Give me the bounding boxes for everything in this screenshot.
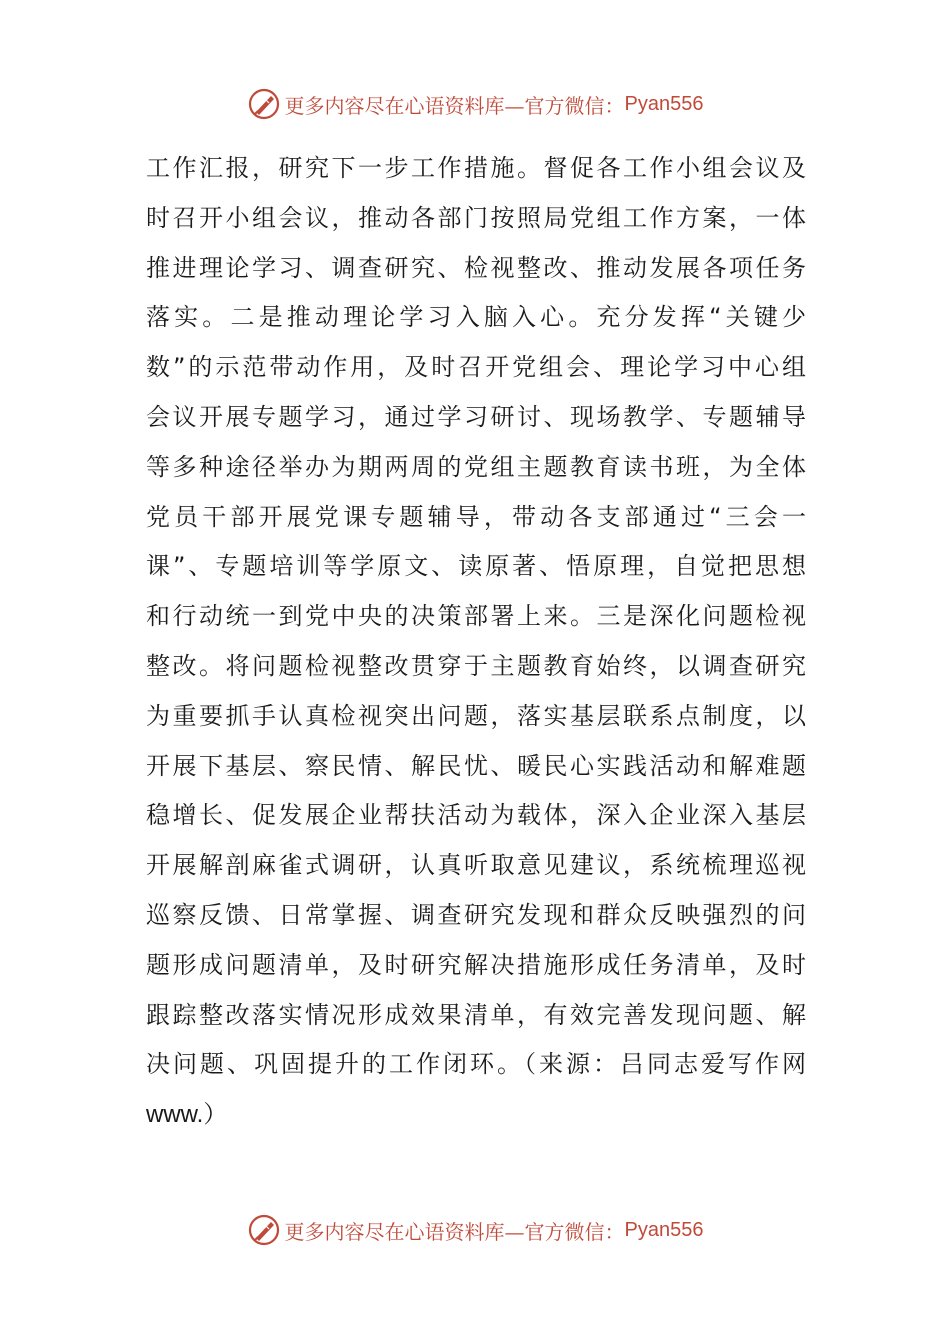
text-line: 为重要抓手认真检视突出问题，落实基层联系点制度，以 bbox=[146, 701, 806, 730]
text-line: 数”的示范带动作用，及时召开党组会、理论学习中心组 bbox=[146, 353, 806, 382]
header-wechat-id: Pyan556 bbox=[624, 92, 704, 115]
text-line: 工作汇报，研究下一步工作措施。督促各工作小组会议及 bbox=[146, 154, 806, 182]
text-line: 落实。二是推动理论学习入脑入心。充分发挥“关键少 bbox=[146, 303, 806, 332]
text-line: 巡察反馈、日常掌握、调查研究发现和群众反映强烈的问 bbox=[146, 900, 806, 929]
text-line: 党员干部开展党课专题辅导，带动各支部通过“三会一 bbox=[146, 502, 806, 531]
text-line: 等多种途径举办为期两周的党组主题教育读书班，为全体 bbox=[146, 452, 806, 481]
footer-wechat-id: Pyan556 bbox=[624, 1218, 704, 1241]
quill-logo-icon bbox=[247, 1213, 281, 1247]
body-text bbox=[146, 144, 806, 1140]
header-banner-text: 更多内容尽在心语资料库—官方微信： bbox=[284, 93, 625, 118]
footer-banner-text: 更多内容尽在心语资料库—官方微信： bbox=[284, 1219, 625, 1244]
text-line: 和行动统一到党中央的决策部署上来。三是深化问题检视 bbox=[146, 602, 806, 631]
header-banner bbox=[0, 84, 950, 124]
quill-logo-icon bbox=[247, 87, 281, 121]
text-line: 开展下基层、察民情、解民忧、暖民心实践活动和解难题 bbox=[146, 751, 806, 780]
text-line: 整改。将问题检视整改贯穿于主题教育始终，以调查研究 bbox=[146, 651, 806, 680]
text-line: 跟踪整改落实情况形成效果清单，有效完善发现问题、解 bbox=[146, 1000, 806, 1029]
text-line: 时召开小组会议，推动各部门按照局党组工作方案，一体 bbox=[146, 203, 806, 232]
text-line: 题形成问题清单，及时研究解决措施形成任务清单，及时 bbox=[146, 950, 806, 979]
text-line: 推进理论学习、调查研究、检视整改、推动发展各项任务 bbox=[146, 253, 806, 282]
text-line: www.） bbox=[146, 1101, 228, 1129]
text-line: 决问题、巩固提升的工作闭环。（来源：吕同志爱写作网 bbox=[146, 1050, 806, 1079]
text-line: 稳增长、促发展企业帮扶活动为载体，深入企业深入基层 bbox=[146, 801, 806, 830]
text-line: 课”、专题培训等学原文、读原著、悟原理，自觉把思想 bbox=[146, 552, 806, 581]
text-line: 开展解剖麻雀式调研，认真听取意见建议，系统梳理巡视 bbox=[146, 851, 806, 880]
footer-banner bbox=[0, 1210, 950, 1250]
text-line: 会议开展专题学习，通过学习研讨、现场教学、专题辅导 bbox=[146, 402, 806, 431]
